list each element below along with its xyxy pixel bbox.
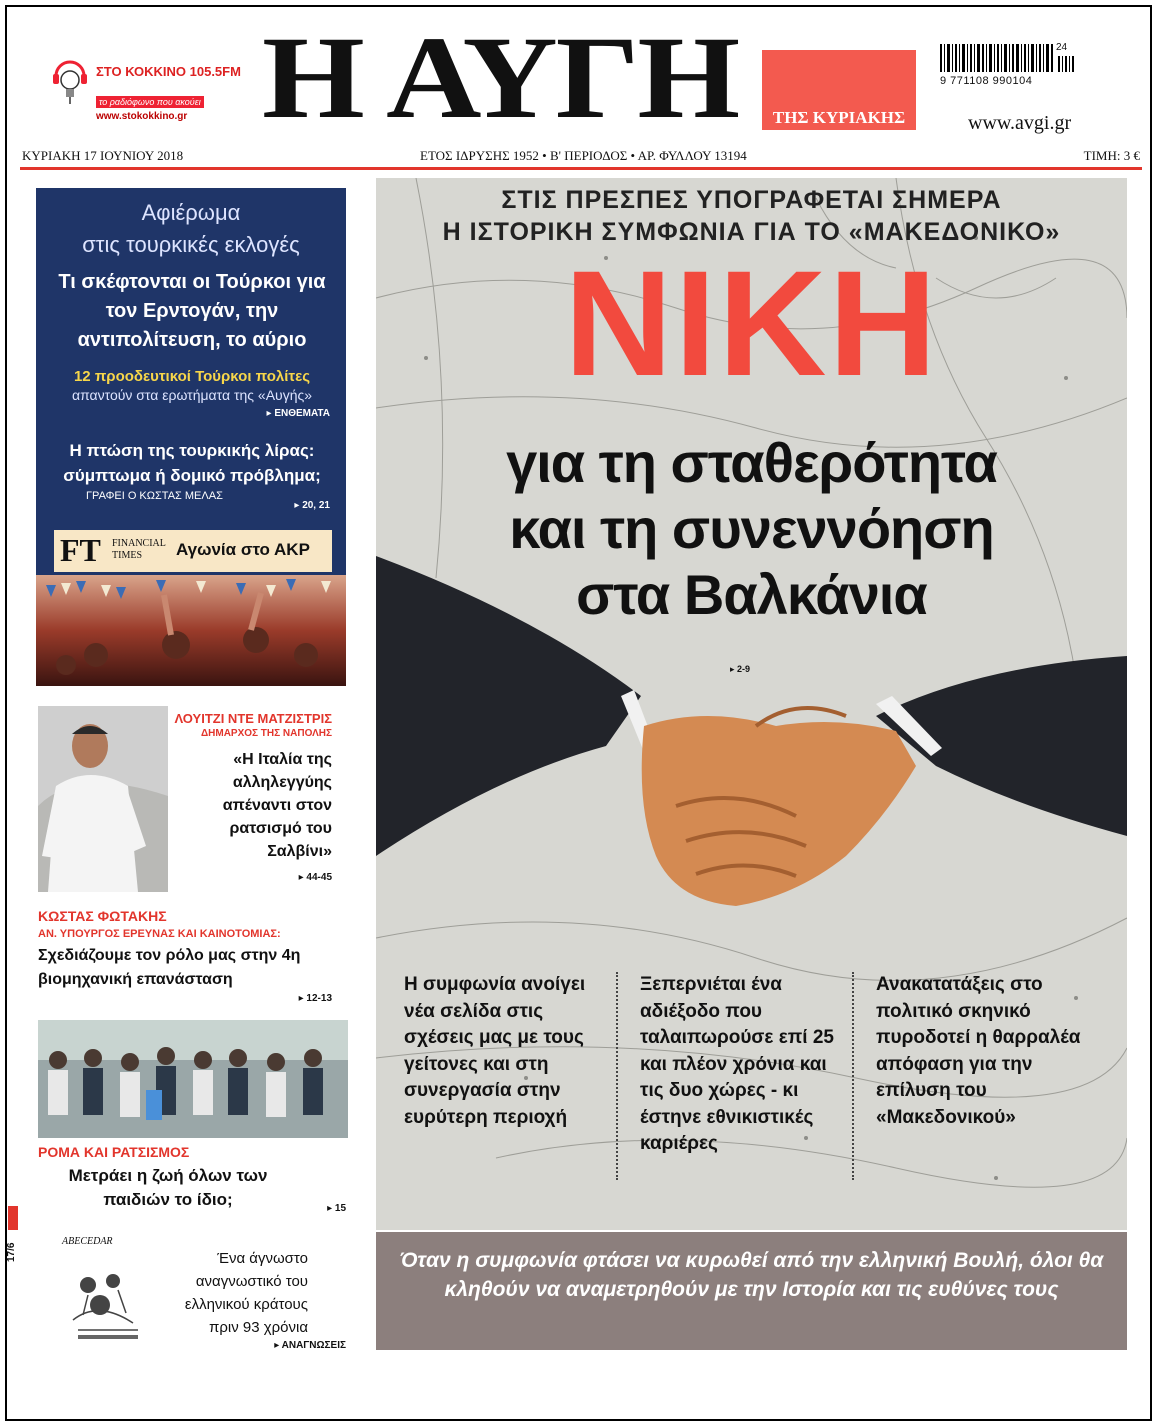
turkey-highlight: 12 προοδευτικοί Τούρκοι πολίτες bbox=[73, 368, 311, 385]
abecedar-text[interactable]: Ένα άγνωστο αναγνωστικό του ελληνικού κράτους πριν 93 χρόνια bbox=[184, 1250, 308, 1336]
sub-line-2: και τη συνεννόηση bbox=[509, 497, 994, 560]
side-date: 17/6 bbox=[6, 1242, 17, 1262]
turkey-headline[interactable]: Τι σκέφτονται οι Τούρκοι για τον Ερντογάν, την αντιπολίτευση, το αύριο bbox=[58, 271, 326, 351]
barcode-addon bbox=[1058, 56, 1074, 72]
radio-name: ΣΤΟ ΚΟΚΚΙΝΟ 105.5FM bbox=[96, 64, 241, 79]
masthead-title: Η ΑΥΓΗ bbox=[262, 12, 738, 143]
abecedar-illustration bbox=[58, 1235, 158, 1353]
fotakis-name: ΚΩΣΤΑΣ ΦΩΤΑΚΗΣ bbox=[38, 908, 167, 924]
edition-label: ΤΗΣ ΚΥΡΙΑΚΗΣ bbox=[772, 108, 906, 127]
mayor-name: ΛΟΥΙΤΖΙ ΝΤΕ ΜΑΤΖΙΣΤΡΙΣ bbox=[174, 711, 332, 726]
ft-label: FINANCIAL TIMES bbox=[112, 538, 166, 561]
kicker-line-2: Η ΙΣΤΟΡΙΚΗ ΣΥΜΦΩΝΙΑ ΓΙΑ ΤΟ «ΜΑΚΕΔΟΝΙΚΟ» bbox=[442, 218, 1061, 246]
main-headline[interactable]: ΝΙΚΗ bbox=[564, 239, 939, 407]
rally-crowd-photo bbox=[36, 575, 346, 686]
issue-info: ΕΤΟΣ ΙΔΡΥΣΗΣ 1952 • Β' ΠΕΡΙΟΔΟΣ • ΑΡ. ΦΥΛΛΟΥ 13194 bbox=[420, 148, 747, 163]
mayor-ref: ▸ 44-45 bbox=[298, 872, 332, 883]
radio-website[interactable]: www.stokokkino.gr bbox=[96, 111, 188, 122]
website-link[interactable]: www.avgi.gr bbox=[968, 112, 1072, 134]
turkey-ref: ▸ ΕΝΘΕΜΑΤΑ bbox=[266, 408, 330, 419]
fotakis-ref: ▸ 12-13 bbox=[298, 993, 332, 1004]
mayor-quote[interactable]: «Η Ιταλία της αλληλεγγύης απέναντι στον ρατσισμό του Σαλβίνι» bbox=[222, 751, 332, 860]
lira-byline: ΓΡΑΦΕΙ Ο ΚΩΣΤΑΣ ΜΕΛΑΣ bbox=[86, 490, 223, 502]
roma-headline[interactable]: Μετράει η ζωή όλων των παιδιών το ίδιο; bbox=[68, 1166, 268, 1209]
ft-logo: FT bbox=[60, 532, 101, 568]
side-marker bbox=[8, 1206, 18, 1230]
main-subheadline bbox=[376, 430, 1127, 628]
radio-slogan: το ραδιόφωνο που ακούει bbox=[96, 96, 204, 108]
main-column-1[interactable]: Η συμφωνία ανοίγει νέα σελίδα στις σχέσεις μας με τους γείτονες και στη συνεργασία στην ευρύτερη περιοχή bbox=[404, 974, 586, 1128]
lightbulb-headphones-icon bbox=[52, 58, 88, 104]
barcode-number: 9 771108 990104 bbox=[940, 75, 1033, 87]
turkey-sub: απαντούν στα ερωτήματα της «Αυγής» bbox=[71, 387, 313, 403]
fotakis-role: ΑΝ. ΥΠΟΥΡΓΟΣ ΕΡΕΥΝΑΣ ΚΑΙ ΚΑΙΝΟΤΟΜΙΑΣ: bbox=[38, 928, 281, 940]
barcode-issue: 24 bbox=[1056, 42, 1068, 53]
barcode bbox=[940, 44, 1054, 72]
roma-march-photo bbox=[38, 1020, 348, 1138]
lira-ref: ▸ 20, 21 bbox=[294, 500, 330, 511]
main-column-3[interactable]: Ανακατατάξεις στο πολιτικό σκηνικό πυροδοτεί η θαρραλέα απόφαση για την επίλυση του «Μακεδονικού» bbox=[876, 974, 1081, 1128]
column-divider bbox=[852, 972, 854, 1180]
turkey-box-title: Αφιέρωμα bbox=[141, 200, 241, 225]
info-bar bbox=[20, 146, 1142, 170]
kicker-line-1: ΣΤΙΣ ΠΡΕΣΠΕΣ ΥΠΟΓΡΑΦΕΤΑΙ ΣΗΜΕΡΑ bbox=[501, 186, 1002, 214]
main-caption: Όταν η συμφωνία φτάσει να κυρωθεί από την ελληνική Βουλή, όλοι θα κληθούν να αναμετρηθούν με την Ιστορία και τις ευθύνες τους bbox=[399, 1249, 1104, 1301]
abecedar-ref: ▸ ΑΝΑΓΝΩΣΕΙΣ bbox=[274, 1340, 346, 1351]
main-ref: ▸ 2-9 bbox=[730, 664, 751, 674]
column-divider bbox=[616, 972, 618, 1180]
sub-line-1: για τη σταθερότητα bbox=[506, 431, 997, 494]
sub-line-3: στα Βαλκάνια bbox=[576, 563, 927, 626]
issue-date: ΚΥΡΙΑΚΗ 17 ΙΟΥΝΙΟΥ 2018 bbox=[22, 148, 184, 163]
fotakis-headline[interactable]: Σχεδιάζουμε τον ρόλο μας στην 4η βιομηχανική επανάσταση bbox=[38, 947, 301, 988]
mayor-photo bbox=[38, 706, 168, 892]
mayor-role: ΔΗΜΑΡΧΟΣ ΤΗΣ ΝΑΠΟΛΗΣ bbox=[200, 728, 332, 739]
main-column-2[interactable]: Ξεπερνιέται ένα αδιέξοδο που ταλαιπωρούσε επί 25 και πλέον χρόνια και τις δυο χώρες - κι έστηνε εθνικιστικές καριέρες bbox=[640, 974, 834, 1154]
roma-label: ΡΟΜΑ ΚΑΙ ΡΑΤΣΙΣΜΟΣ bbox=[38, 1144, 190, 1160]
lira-headline[interactable]: Η πτώση της τουρκικής λίρας: σύμπτωμα ή δομικό πρόβλημα; bbox=[63, 441, 321, 485]
abecedar-label: ABECEDAR bbox=[62, 1236, 113, 1247]
issue-price: ΤΙΜΗ: 3 € bbox=[1083, 148, 1140, 163]
ft-headline[interactable]: Αγωνία στο ΑΚΡ bbox=[176, 540, 310, 559]
roma-ref: ▸ 15 bbox=[327, 1203, 346, 1214]
turkey-box-subtitle: στις τουρκικές εκλογές bbox=[82, 232, 300, 257]
